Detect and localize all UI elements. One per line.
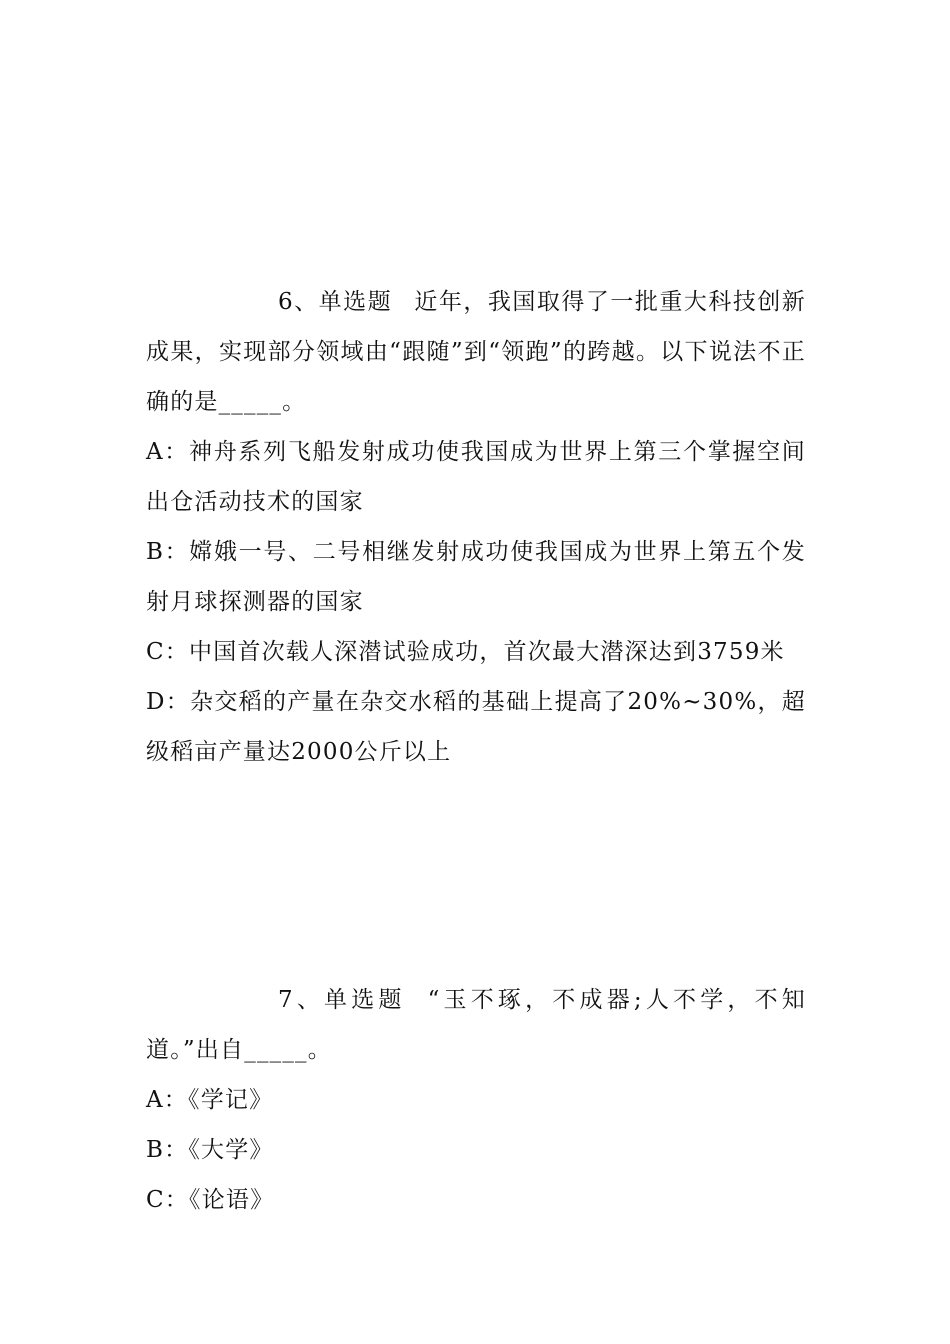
option-text: 《大学》 [188, 1137, 274, 1163]
question-6 [146, 277, 806, 777]
option-d [146, 677, 806, 777]
question-number: 6、单选题 [278, 289, 393, 315]
option-label: A： [146, 1087, 189, 1113]
option-label: C： [146, 639, 189, 665]
option-c [146, 1175, 806, 1225]
question-7 [146, 975, 806, 1225]
option-label: B： [146, 1137, 189, 1163]
option-text: 神舟系列飞船发射成功使我国成为世界上第三个掌握空间出仓活动技术的国家 [146, 439, 807, 515]
option-b [146, 527, 806, 627]
option-label: D： [146, 689, 191, 715]
option-label: B： [146, 539, 190, 565]
option-text: 《论语》 [189, 1187, 275, 1213]
option-text: 嫦娥一号、二号相继发射成功使我国成为世界上第五个发射月球探测器的国家 [146, 539, 806, 615]
option-text: 中国首次载人深潜试验成功，首次最大潜深达到3759米 [189, 639, 785, 665]
option-label: A： [146, 439, 190, 465]
question-text: 近年，我国取得了一批重大科技创新成果，实现部分领域由“跟随”到“领跑”的跨越。以下说法不正确的是_____。 [146, 289, 806, 415]
option-b [146, 1125, 806, 1175]
question-number: 7、单选题 [278, 987, 406, 1013]
question-stem [146, 277, 806, 427]
option-a [146, 427, 806, 527]
option-text: 杂交稻的产量在杂交水稻的基础上提高了20%~30%，超级稻亩产量达2000公斤以上 [146, 689, 806, 765]
option-a [146, 1075, 806, 1125]
option-label: C： [146, 1187, 189, 1213]
question-text: “玉不琢，不成器;人不学，不知道。”出自_____。 [146, 987, 806, 1063]
option-c [146, 627, 806, 677]
question-stem [146, 975, 806, 1075]
option-text: 《学记》 [188, 1087, 274, 1113]
